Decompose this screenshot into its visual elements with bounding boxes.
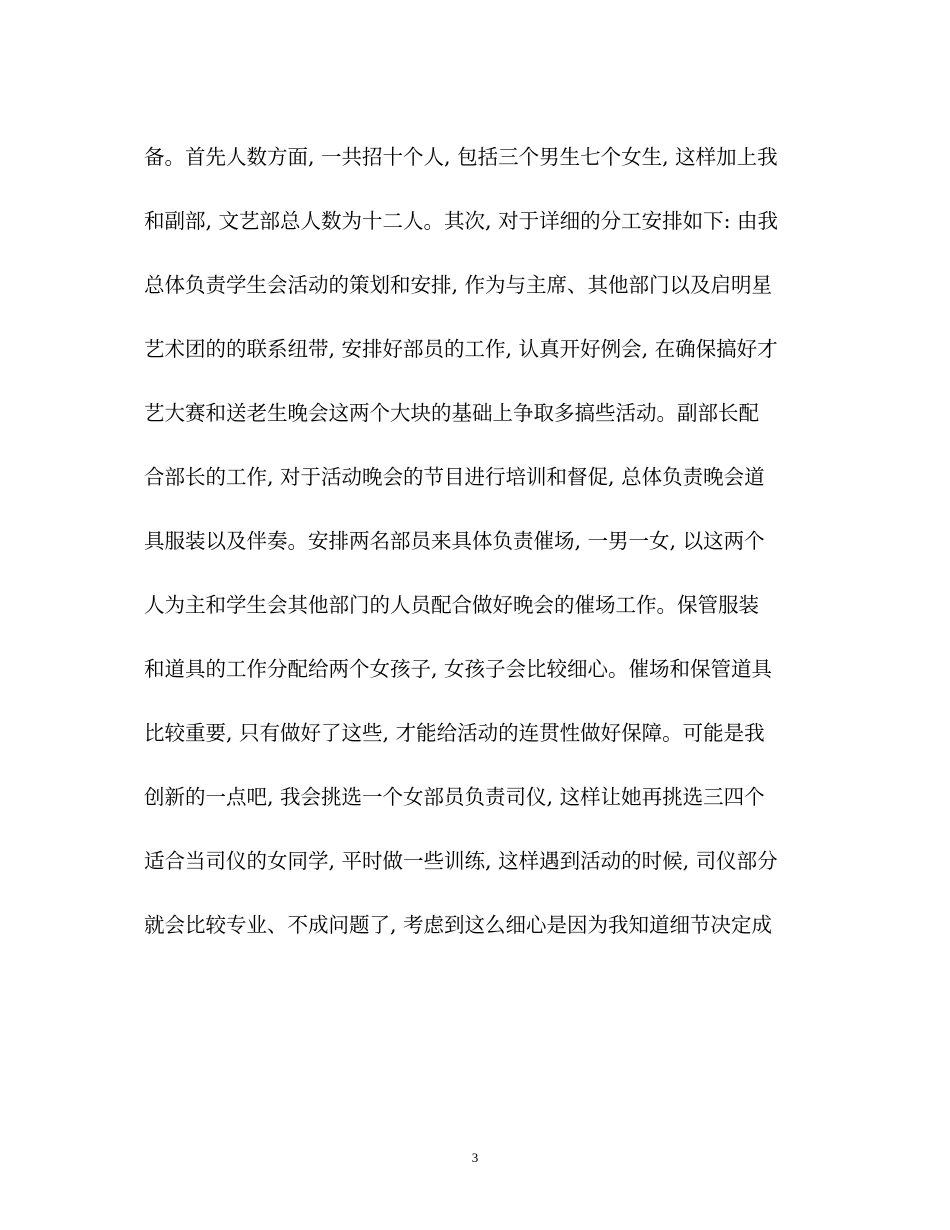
text-line: 具服装以及伴奏。安排两名部员来具体负责催场, 一男一女, 以这两个 (144, 529, 765, 553)
text-line: 备。首先人数方面, 一共招十个人, 包括三个男生七个女生, 这样加上我 (144, 145, 778, 169)
page-number: 3 (471, 1150, 479, 1165)
text-line: 和副部, 文艺部总人数为十二人。其次, 对于详细的分工安排如下: 由我 (144, 209, 778, 233)
text-line: 比较重要, 只有做好了这些, 才能给活动的连贯性做好保障。可能是我 (144, 721, 765, 745)
text-line: 适合当司仪的女同学, 平时做一些训练, 这样遇到活动的时候, 司仪部分 (144, 849, 778, 873)
text-line: 创新的一点吧, 我会挑选一个女部员负责司仪, 这样让她再挑选三四个 (144, 785, 765, 809)
text-line: 合部长的工作, 对于活动晚会的节目进行培训和督促, 总体负责晚会道 (144, 465, 765, 489)
text-line: 就会比较专业、不成问题了, 考虑到这么细心是因为我知道细节决定成 (144, 913, 773, 937)
text-line: 艺大赛和送老生晚会这两个大块的基础上争取多搞些活动。副部长配 (144, 401, 759, 425)
text-line: 人为主和学生会其他部门的人员配合做好晚会的催场工作。保管服装 (144, 593, 759, 617)
text-line: 艺术团的的联系纽带, 安排好部员的工作, 认真开好例会, 在确保搞好才 (144, 337, 778, 361)
text-line: 总体负责学生会活动的策划和安排, 作为与主席、其他部门以及启明星 (144, 273, 773, 297)
body-text (144, 137, 814, 969)
text-line: 和道具的工作分配给两个女孩子, 女孩子会比较细心。催场和保管道具 (144, 657, 773, 681)
